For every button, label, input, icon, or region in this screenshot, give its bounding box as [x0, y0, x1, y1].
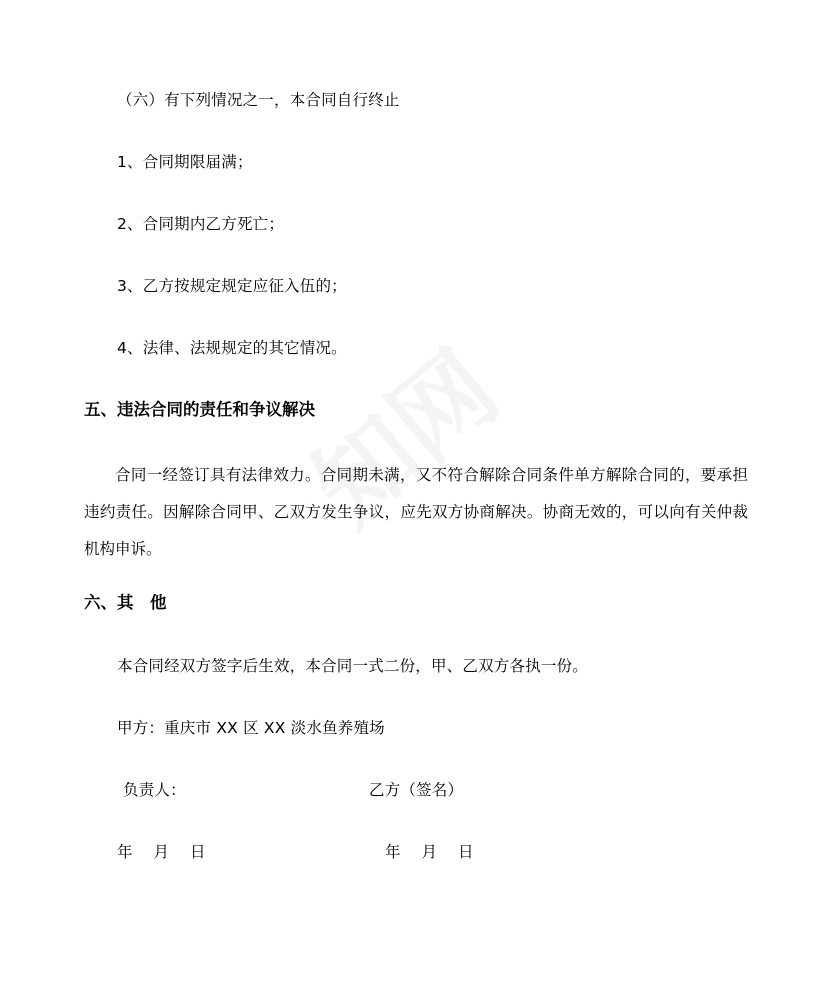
- clause-item: 4、法律、法规规定的其它情况。: [117, 339, 347, 357]
- party-b-signature-label: 乙方（签名）: [369, 781, 464, 799]
- clause-item: 1、合同期限届满；: [117, 153, 253, 171]
- responsible-person-label: 负责人：: [123, 781, 186, 799]
- date-party-a: 年 月 日: [117, 843, 206, 861]
- section-6-heading: 六、其 他: [84, 593, 167, 612]
- date-party-b: 年 月 日: [385, 843, 474, 861]
- effect-clause: 本合同经双方签字后生效，本合同一式二份，甲、乙双方各执一份。: [117, 657, 589, 675]
- section-5-heading: 五、违法合同的责任和争议解决: [84, 400, 315, 419]
- clause-item: 3、乙方按规定规定应征入伍的；: [117, 277, 347, 295]
- clause-6-title: （六）有下列情况之一，本合同自行终止: [117, 91, 400, 109]
- section-5-body: 合同一经签订具有法律效力。合同期未满，又不符合解除合同条件单方解除合同的，要承担违约责任。因解除合同甲、乙双方发生争议，应先双方协商解决。协商无效的，可以向有关仲裁机构申诉。: [84, 466, 748, 558]
- clause-item: 2、合同期内乙方死亡；: [117, 215, 285, 233]
- party-a: 甲方：重庆市 XX 区 XX 淡水鱼养殖场: [117, 719, 385, 737]
